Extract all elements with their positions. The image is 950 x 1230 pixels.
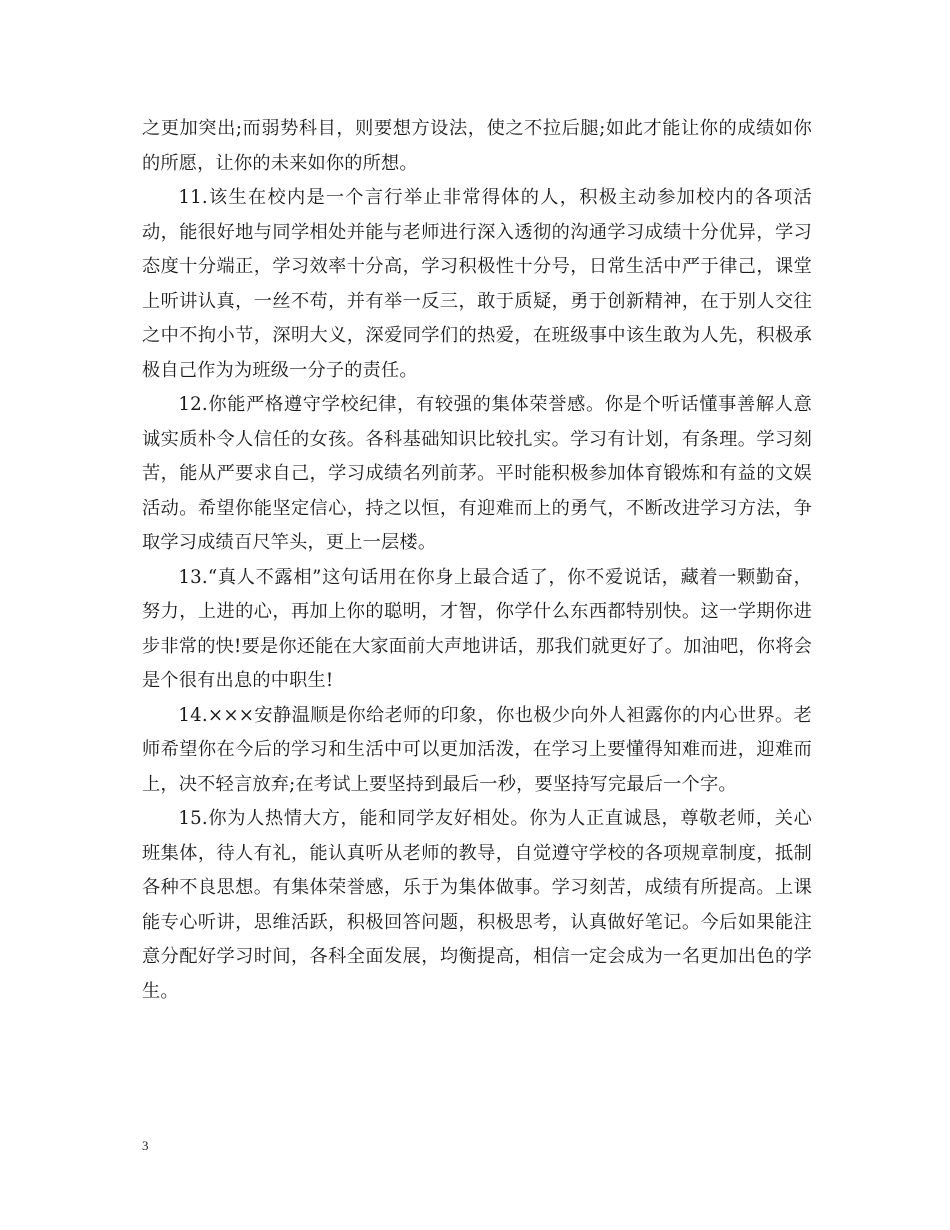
paragraph-comment-14: 14.×××安静温顺是你给老师的印象，你也极少向外人袒露你的内心世界。老师希望你在今后的学习和生活中可以更加活泼，在学习上要懂得知难而进，迎难而上，决不轻言放弃;在考试上要坚持到最后一秒，要坚持写完最后一个字。 bbox=[142, 704, 812, 795]
paragraph-comment-13: 13.“真人不露相”这句话用在你身上最合适了，你不爱说话，藏着一颗勤奋，努力，上进的心，再加上你的聪明，才智，你学什么东西都特别快。这一学期你进步非常的快!要是你还能在大家面前大声地讲话，那我们就更好了。加油吧，你将会是个很有出息的中职生! bbox=[142, 566, 812, 691]
paragraph-comment-15: 15.你为人热情大方，能和同学友好相处。你为人正直诚恳，尊敬老师，关心班集体，待人有礼，能认真听从老师的教导，自觉遵守学校的各项规章制度，抵制各种不良思想。有集体荣誉感，乐于为集体做事。学习刻苦，成绩有所提高。上课能专心听讲，思维活跃，积极回答问题，积极思考，认真做好笔记。今后如果能注意分配好学习时间，各科全面发展，均衡提高，相信一定会成为一名更加出色的学生。 bbox=[142, 808, 812, 1002]
paragraph-continuation: 之更加突出;而弱势科目，则要想方设法，使之不拉后腿;如此才能让你的成绩如你的所愿，让你的未来如你的所想。 bbox=[142, 118, 812, 174]
paragraph-comment-11: 11.该生在校内是一个言行举止非常得体的人，积极主动参加校内的各项活动，能很好地与同学相处并能与老师进行深入透彻的沟通学习成绩十分优异，学习态度十分端正，学习效率十分高，学习积极性十分号，日常生活中严于律己，课堂上听讲认真，一丝不苟，并有举一反三，敢于质疑，勇于创新精神，在于别人交往之中不拘小节，深明大义，深爱同学们的热爱，在班级事中该生敢为人先，积极承极自己作为为班级一分子的责任。 bbox=[142, 187, 812, 381]
page-number: 3 bbox=[142, 1138, 149, 1153]
paragraph-comment-12: 12.你能严格遵守学校纪律，有较强的集体荣誉感。你是个听话懂事善解人意诚实质朴令人信任的女孩。各科基础知识比较扎实。学习有计划，有条理。学习刻苦，能从严要求自己，学习成绩名列前茅。平时能积极参加体育锻炼和有益的文娱活动。希望你能坚定信心，持之以恒，有迎难而上的勇气，不断改进学习方法，争取学习成绩百尺竿头，更上一层楼。 bbox=[142, 394, 812, 553]
document-body bbox=[142, 112, 812, 1009]
